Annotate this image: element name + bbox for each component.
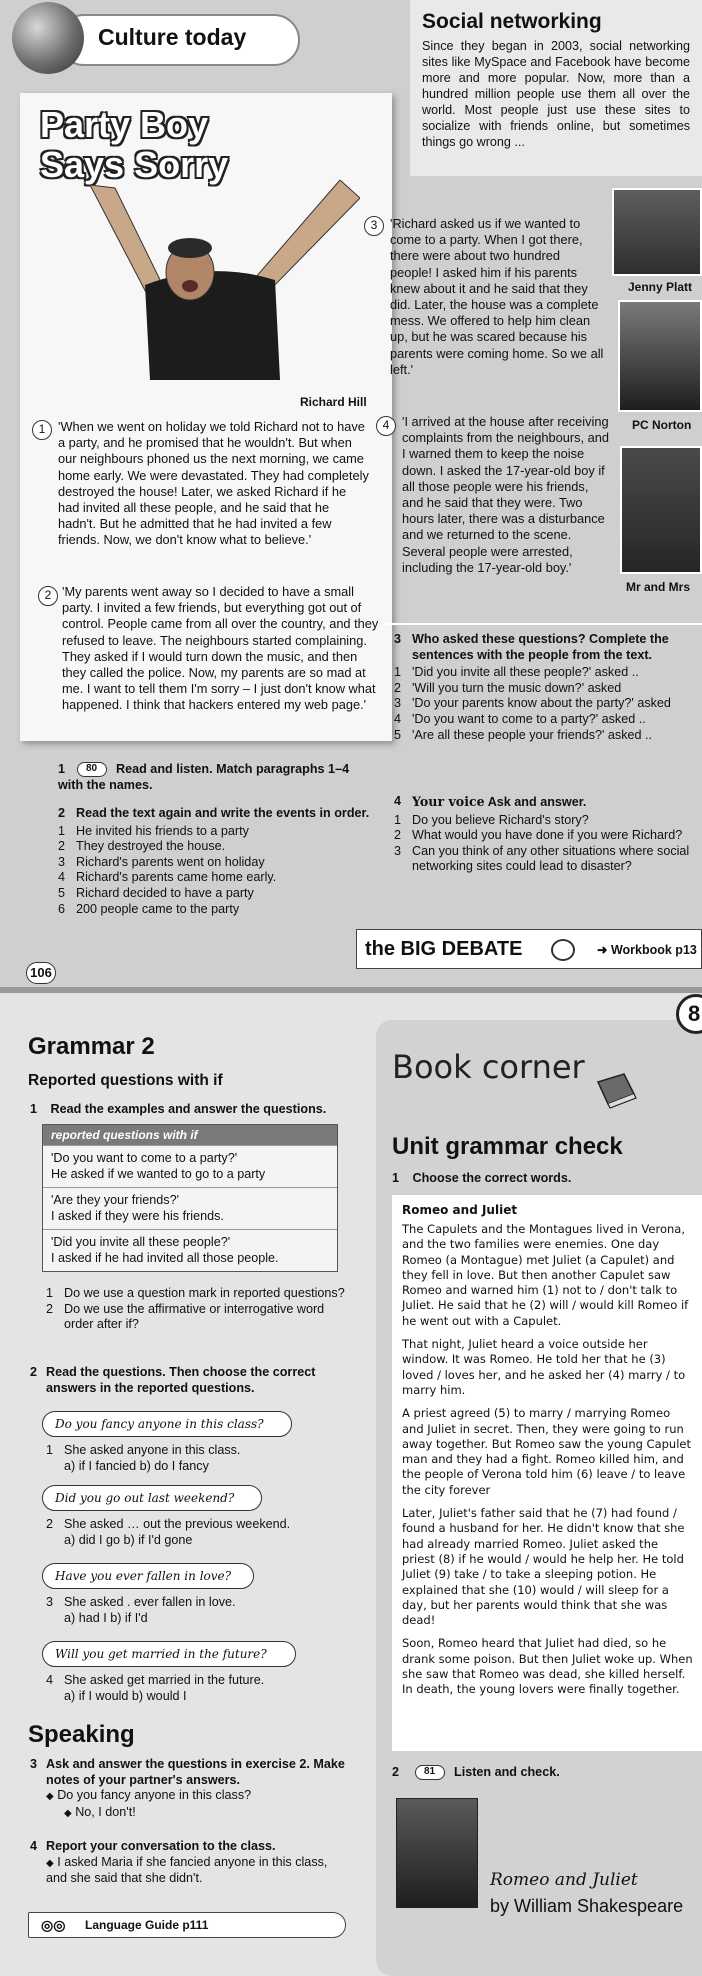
speaking-title: Speaking	[28, 1721, 135, 1748]
table-row: 'Are they your friends?' I asked if they were his friends.	[43, 1187, 337, 1229]
language-guide-link[interactable]: ◎◎ Language Guide p111	[28, 1912, 346, 1938]
exercise-number: 2	[30, 1365, 38, 1379]
table-row: 'Do you want to come to a party?' He asked if we wanted to go to a party	[43, 1145, 337, 1187]
list-item: 6 200 people came to the party	[58, 901, 240, 916]
list-item: 4 Richard's parents came home early.	[58, 870, 277, 885]
story-box	[392, 1195, 702, 1751]
book-corner-title: Book corner	[392, 1048, 585, 1086]
paragraph-2: 'My parents went away so I decided to have a small party. I invited a few friends, but everything got out of control. People came from all over the country, and they refused to leave. The neighbours started complaining. They asked if I would turn down the music, and then they called the police. Now, my parents are so mad at me. I want to tell them I'm sorry – I just don't know what happened. I think that hackers entered my web page.'	[62, 584, 379, 713]
choice-item: 1 She asked anyone in this class. a) if I fancied b) do I fancy	[46, 1443, 336, 1474]
headline-line-1: Party Boy	[40, 104, 209, 145]
divider	[384, 623, 702, 625]
speech-bubble: Did you go out last weekend?	[42, 1485, 262, 1511]
name-jenny-platt: Jenny Platt	[628, 280, 693, 294]
reported-questions-table	[42, 1124, 338, 1272]
page-number: 106	[26, 962, 56, 984]
list-item: 3 Can you think of any other situations where social networking sites could lead to disaster?	[394, 843, 690, 874]
answer-options[interactable]: a) if I fancied b) do I fancy	[64, 1458, 209, 1473]
table-row: 'Did you invite all these people?' I asked if he had invited all those people.	[43, 1229, 337, 1271]
story-paragraph: A priest agreed (5) to marry / marrying Romeo and Juliet in secret. Then, they were going to run away together. But Romeo saw the young Capulet man and they had a fight. Romeo killed him, and the people of Verona told him (6) leave / to leave the city forever	[402, 1406, 692, 1497]
list-item: 1 Do we use a question mark in reported questions?	[46, 1286, 345, 1300]
grammar-questions	[46, 1286, 346, 1333]
social-networking-box	[410, 0, 702, 176]
book-title: Romeo and Juliet	[490, 1870, 638, 1890]
choose-instruction: 1 Choose the correct words.	[392, 1171, 572, 1185]
story-paragraph: Later, Juliet's father said that he (7) had found / found a husband for her. He didn't know that she had already married Romeo. Juliet asked the priest (8) if he would / would he help her. He told Juliet (9) take / to take a sleeping potion. He explained that she (10) would / will sleep for a day, but her parents would think that she was dead!	[402, 1506, 685, 1628]
list-item: 3 Richard's parents went on holiday	[58, 854, 265, 869]
exercise-3-text: Who asked these questions? Complete the sentences with the people from the text.	[412, 632, 669, 662]
section-title: Culture today	[98, 24, 247, 50]
paragraph-number-2: 2	[38, 586, 58, 606]
speaking-exercise-3: 3 Ask and answer the questions in exercise 2. Make notes of your partner's answers. ◆ Do you fancy anyone in this class? ◆ No, I don't!	[30, 1757, 350, 1821]
paragraph-1: 'When we went on holiday we told Richard not to have a party, and he promised that he wouldn't. But when our neighbours phoned us the next morning, we came home early. We were devastated. They had completely destroyed the house! Later, we asked Richard if he had invited all these people, and he said that he hadn't. But he admitted that he had invited a few friends. Now, we don't know what to believe.'	[58, 419, 369, 548]
social-title: Social networking	[422, 10, 602, 33]
name-richard-hill: Richard Hill	[300, 395, 367, 409]
exercise-3-number: 3	[394, 632, 402, 646]
parents-photo	[620, 446, 702, 574]
unit-badge: 8	[676, 994, 702, 1034]
workbook-link[interactable]: ➜ Workbook p13	[597, 943, 697, 957]
headline-line-2: Says Sorry	[40, 144, 229, 185]
speech-bubble: Do you fancy anyone in this class?	[42, 1411, 292, 1437]
double-bubble-icon: ◎◎	[41, 1917, 66, 1933]
answer-options[interactable]: a) did I go b) if I'd gone	[64, 1532, 193, 1547]
book-cover-image	[396, 1798, 478, 1908]
story-title: Romeo and Juliet	[402, 1203, 518, 1217]
exercise-4-heading	[394, 794, 700, 811]
paragraph-4: 'I arrived at the house after receiving complaints from the neighbours, and I warned them to keep the noise down. I asked the 17-year-old boy if all those people were his friends, and he said that they were. Two hours later, there was a disturbance and we returned to the scene. Several people were arrested, including the 17-year-old boy.'	[402, 414, 609, 575]
choice-item: 4 She asked get married in the future. a) if I would b) would I	[46, 1673, 336, 1704]
paragraph-number-1: 1	[32, 420, 52, 440]
exercise-number: 1	[30, 1102, 38, 1116]
list-item: 5 Richard decided to have a party	[58, 885, 254, 900]
listen-exercise: 2 81 Listen and check.	[392, 1765, 560, 1779]
exercise-1	[58, 762, 368, 793]
list-item: 2 They destroyed the house.	[58, 839, 226, 854]
globe-icon	[12, 2, 84, 74]
page-106	[0, 0, 702, 987]
cd-icon: 81	[415, 1765, 445, 1780]
speech-bubble: Will you get married in the future?	[42, 1641, 296, 1667]
name-mr-and-mrs: Mr and Mrs	[626, 580, 691, 594]
your-voice-label: Your voice	[412, 794, 485, 809]
exercise-2-heading	[58, 806, 376, 822]
pc-norton-photo	[618, 300, 702, 412]
unit-grammar-check-title: Unit grammar check	[392, 1133, 623, 1160]
article-headline	[40, 105, 228, 185]
story-paragraph: That night, Juliet heard a voice outside her window. It was Romeo. He told her that he (3) loved / loves her, and he asked her (4) marry / to marry him.	[402, 1337, 686, 1397]
exercise-2-text: Read the text again and write the events in order.	[76, 806, 370, 820]
exercise-4	[394, 794, 700, 875]
exercise-4-text: Ask and answer.	[487, 795, 587, 809]
book-icon	[594, 1072, 638, 1110]
table-header: reported questions with if	[43, 1125, 337, 1145]
jenny-platt-photo	[612, 188, 702, 276]
list-item: 1 He invited his friends to a party	[58, 823, 249, 838]
grammar-exercise-1	[30, 1102, 350, 1118]
list-item: 2 What would you have done if you were Richard?	[394, 828, 683, 843]
list-item: 1 'Did you invite all these people?' asked ..	[394, 665, 639, 680]
exercise-1-text: Read and listen. Match paragraphs 1–4 with the names.	[58, 762, 350, 792]
paragraph-number-3: 3	[364, 216, 384, 236]
social-text: Since they began in 2003, social networking sites like MySpace and Facebook have become more and more popular. Now, more than a hundred million people use them all over the world. Most people just use these sites to socialize with friends online, but sometimes things go wrong ...	[422, 39, 690, 149]
dialogue-line: ◆ No, I don't!	[64, 1804, 136, 1819]
list-item: 2 'Will you turn the music down?' asked	[394, 680, 622, 695]
richard-photo	[70, 180, 360, 380]
choice-item: 3 She asked . ever fallen in love. a) had I b) if I'd	[46, 1595, 336, 1626]
big-debate-bar	[356, 929, 702, 969]
choice-item: 2 She asked … out the previous weekend. a) did I go b) if I'd gone	[46, 1517, 336, 1548]
dialogue-line: ◆ I asked Maria if she fancied anyone in this class, and she said that she didn't.	[46, 1854, 328, 1886]
answer-options[interactable]: a) if I would b) would I	[64, 1688, 187, 1703]
list-item: 2 Do we use the affirmative or interrogative word order after if?	[46, 1301, 325, 1332]
speaking-exercise-4: 4 Report your conversation to the class. ◆ I asked Maria if she fancied anyone in this class, and she said that she didn't.	[30, 1839, 350, 1887]
book-author: by William Shakespeare	[490, 1896, 684, 1916]
list-item: 3 'Do your parents know about the party?' asked	[394, 696, 671, 711]
exercise-3	[394, 632, 700, 743]
exercise-2	[58, 806, 376, 917]
speech-bubble: Have you ever fallen in love?	[42, 1563, 254, 1589]
paragraph-3: 'Richard asked us if we wanted to come to a party. When I got there, there were about two hundred people! I asked him if his parents knew about it and he said that they did. Later, the house was a complete mess. We offered to help him clean up, but he was scared because his parents were coming home. So we all left.'	[390, 216, 604, 377]
list-item: 4 'Do you want to come to a party?' asked ..	[394, 711, 646, 726]
list-item: 1 Do you believe Richard's story?	[394, 812, 589, 827]
exercise-3-heading	[394, 632, 700, 663]
big-debate-title: the BIG DEBATE	[365, 938, 523, 960]
story-paragraph: Soon, Romeo heard that Juliet had died, so he drank some poison. But then Juliet woke up. When she saw that Romeo was dead, she killed herself. In death, the young lovers were finally together.	[402, 1636, 693, 1697]
grammar-subtitle: Reported questions with if	[28, 1072, 223, 1089]
cd-icon: 80	[77, 762, 107, 777]
exercise-1-number: 1	[58, 762, 66, 776]
exercise-text: Read the examples and answer the questions.	[50, 1102, 327, 1116]
paragraph-number-4: 4	[376, 416, 396, 436]
exercise-text: Read the questions. Then choose the correct answers in the reported questions.	[46, 1365, 316, 1395]
name-pc-norton: PC Norton	[632, 418, 692, 432]
list-item: 5 'Are all these people your friends?' asked ..	[394, 727, 653, 742]
grammar-title: Grammar 2	[28, 1033, 155, 1060]
answer-options[interactable]: a) had I b) if I'd	[64, 1610, 148, 1625]
speech-bubble-icon	[551, 939, 575, 961]
story-paragraph: The Capulets and the Montagues lived in Verona, and the two families were enemies. One day Romeo (a Montague) met Juliet (a Capulet) and they fell in love. But then another Capulet saw Romeo and warned him (1) not to / don't talk to Juliet. He said that he (2) will / would kill Romeo if he went out with a Capulet.	[402, 1222, 689, 1328]
grammar-exercise-2	[30, 1365, 350, 1396]
exercise-2-number: 2	[58, 806, 66, 820]
exercise-4-number: 4	[394, 794, 402, 808]
dialogue-line: ◆ Do you fancy anyone in this class?	[46, 1788, 252, 1803]
